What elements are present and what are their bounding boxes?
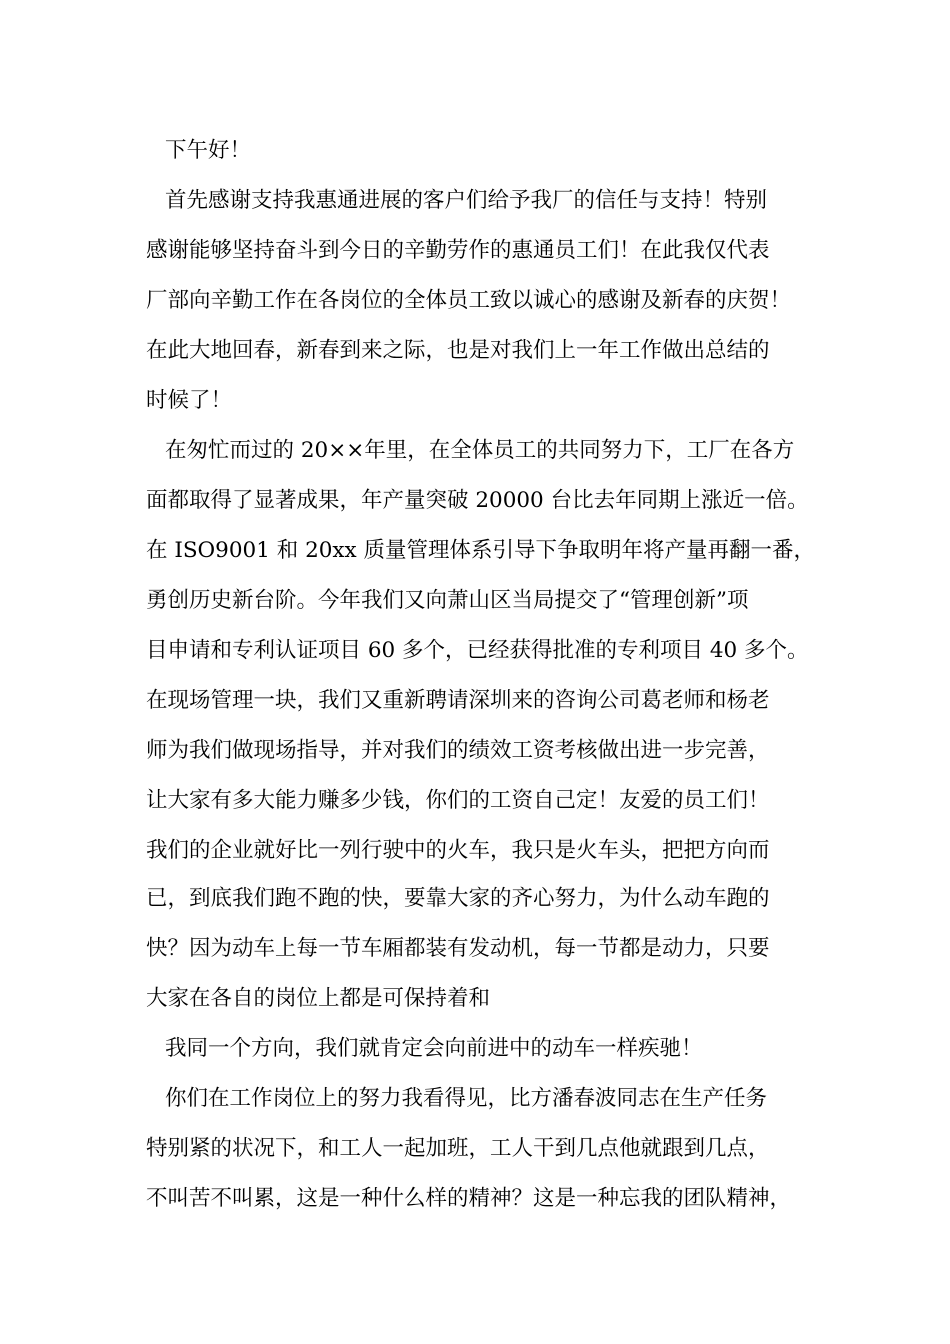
text-line: 在匆忙而过的 20××年里，在全体员工的共同努力下，工厂在各方 — [165, 438, 795, 463]
text-line: 已，到底我们跑不跑的快，要靠大家的齐心努力，为什么动车跑的 — [146, 886, 770, 911]
text-line: 师为我们做现场指导，并对我们的绩效工资考核做出进一步完善， — [146, 738, 770, 763]
text-line: 目申请和专利认证项目 60 多个，已经获得批准的专利项目 40 多个。 — [146, 638, 809, 663]
text-line: 时候了！ — [146, 388, 233, 413]
text-line: 你们在工作岗位上的努力我看得见，比方潘春波同志在生产任务 — [165, 1086, 768, 1111]
text-line: 大家在各自的岗位上都是可保持着和 — [146, 986, 491, 1011]
text-line: 让大家有多大能力赚多少钱，你们的工资自己定！友爱的员工们！ — [146, 788, 770, 813]
text-line: 我们的企业就好比一列行驶中的火车，我只是火车头，把把方向而 — [146, 838, 770, 863]
text-line: 在 ISO9001 和 20xx 质量管理体系引导下争取明年将产量再翻一番， — [146, 538, 816, 563]
text-line: 在此大地回春，新春到来之际，也是对我们上一年工作做出总结的 — [146, 338, 770, 363]
text-line: 在现场管理一块，我们又重新聘请深圳来的咨询公司葛老师和杨老 — [146, 688, 770, 713]
text-line: 首先感谢支持我惠通进展的客户们给予我厂的信任与支持！特别 — [165, 188, 768, 213]
text-line: 勇创历史新台阶。今年我们又向萧山区当局提交了“管理创新”项 — [146, 588, 749, 613]
greeting-line: 下午好！ — [165, 138, 252, 163]
text-line: 快？因为动车上每一节车厢都装有发动机，每一节都是动力，只要 — [146, 936, 770, 961]
text-line: 厂部向辛勤工作在各岗位的全体员工致以诚心的感谢及新春的庆贺！ — [146, 288, 792, 313]
text-line: 感谢能够坚持奋斗到今日的辛勤劳作的惠通员工们！在此我仅代表 — [146, 238, 770, 263]
text-line: 不叫苦不叫累，这是一种什么样的精神？这是一种忘我的团队精神， — [146, 1186, 792, 1211]
text-line: 特别紧的状况下，和工人一起加班，工人干到几点他就跟到几点， — [146, 1136, 770, 1161]
text-line: 我同一个方向，我们就肯定会向前进中的动车一样疾驰！ — [165, 1036, 703, 1061]
text-line: 面都取得了显著成果，年产量突破 20000 台比去年同期上涨近一倍。 — [146, 488, 809, 513]
